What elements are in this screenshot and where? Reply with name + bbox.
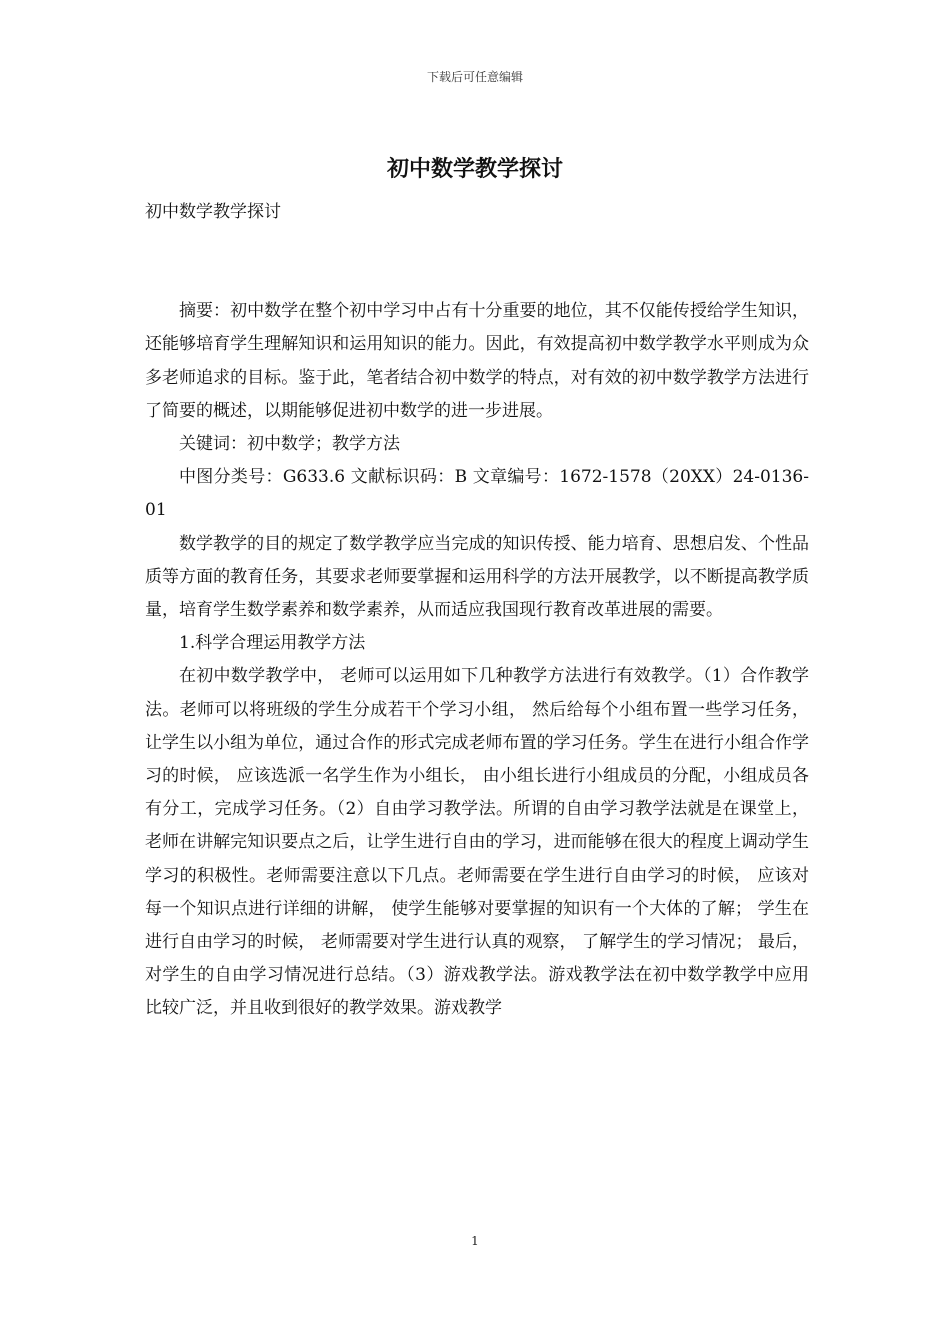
document-title: 初中数学教学探讨 bbox=[386, 156, 563, 182]
blank-line bbox=[145, 229, 809, 295]
abstract-paragraph: 摘要：初中数学在整个初中学习中占有十分重要的地位，其不仅能传授给学生知识，还能够培育学生理解知识和运用知识的能力。因此，有效提高初中数学教学水平则成为众多老师追求的目标。鉴于此，笔者结合初中数学的特点，对有效的初中数学教学方法进行了简要的概述，以期能够促进初中数学的进一步进展。 bbox=[145, 301, 809, 421]
document-body bbox=[145, 196, 809, 1026]
classification-line: 中图分类号：G633.6 文献标识码：B 文章编号：1672-1578（20XX）24-0136-01 bbox=[145, 467, 809, 521]
section-1-heading: 1.科学合理运用教学方法 bbox=[179, 633, 366, 654]
section-1-paragraph: 在初中数学教学中， 老师可以运用如下几种教学方法进行有效教学。（1）合作教学法。老师可以将班级的学生分成若干个学习小组， 然后给每个小组布置一些学习任务，让学生以小组为单位，通过合作的形式完成老师布置的学习任务。学生在进行小组合作学习的时候， 应该选派一名学生作为小组长， 由小组长进行小组成员的分配，小组成员各有分工，完成学习任务。（2）自由学习教学法。所谓的自由学习教学法就是在课堂上， 老师在讲解完知识要点之后，让学生进行自由的学习，进而能够在很大的程度上调动学生学习的积极性。老师需要注意以下几点。老师需要在学生进行自由学习的时候， 应该对每一个知识点进行详细的讲解， 使学生能够对要掌握的知识有一个大体的了解； 学生在进行自由学习的时候， 老师需要对学生进行认真的观察， 了解学生的学习情况； 最后， 对学生的自由学习情况进行总结。（3）游戏教学法。游戏教学法在初中数学教学中应用比较广泛，并且收到很好的教学效果。游戏教学 bbox=[145, 666, 809, 1019]
intro-paragraph: 数学教学的目的规定了数学教学应当完成的知识传授、能力培育、思想启发、个性品质等方面的教育任务，其要求老师要掌握和运用科学的方法开展教学，以不断提高教学质量，培育学生数学素养和数学素养，从而适应我国现行教育改革进展的需要。 bbox=[145, 533, 809, 621]
keywords-line: 关键词：初中数学；教学方法 bbox=[179, 434, 400, 455]
document-subtitle: 初中数学教学探讨 bbox=[145, 202, 281, 222]
page-header-note: 下载后可任意编辑 bbox=[426, 70, 523, 84]
page-number: 1 bbox=[471, 1234, 479, 1248]
